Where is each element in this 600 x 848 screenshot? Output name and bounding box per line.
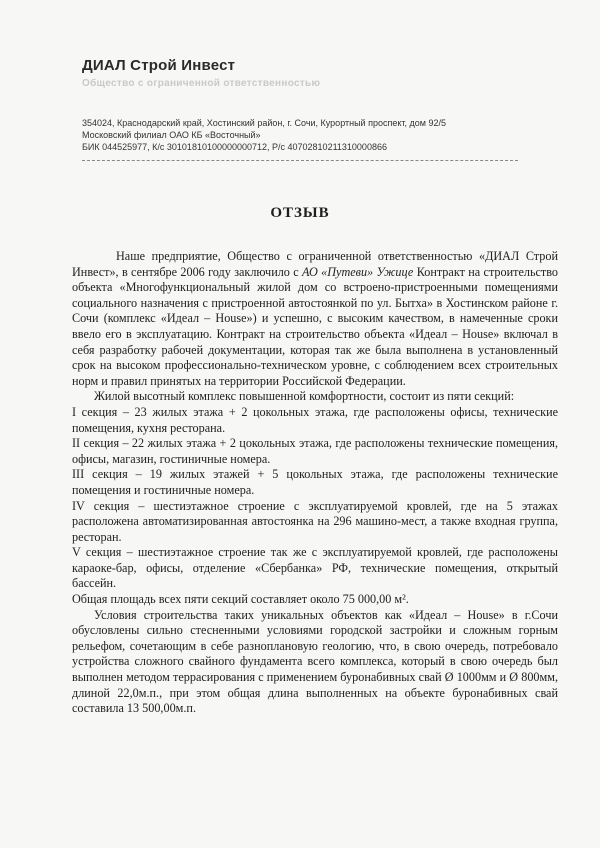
letterhead-divider	[82, 160, 518, 161]
section-item: IV секция – шестиэтажное строение с эксплуатируемой кровлей, где на 5 этажах расположена автоматизированная автостоянка на 296 машино-мест, а также входная группа, ресторан.	[72, 498, 558, 544]
company-address: 354024, Краснодарский край, Хостинский район, г. Сочи, Курортный проспект, дом 92/5	[82, 118, 446, 128]
company-bank: Московский филиал ОАО КБ «Восточный»	[82, 130, 261, 140]
paragraph-complex-intro: Жилой высотный комплекс повышенной комфортности, состоит из пяти секций:	[94, 389, 515, 404]
company-bank-details: БИК 044525977, К/с 30101810100000000712, Р/с 40702810211310000866	[82, 142, 387, 152]
company-legal-form: Общество с ограниченной ответственностью	[82, 78, 321, 89]
document-body	[72, 249, 558, 717]
paragraph-foundation: Условия строительства таких уникальных объектов как «Идеал – House» в г.Сочи обусловлены сильно стесненными условиями городской застройки и сложным горным рельефом, сочетающим в себе разноплановую геологию, что, в свою очередь, потребовало устройства сложного свайного фундамента всего комплекса, который в свою очередь был выполнен методом террасирования с применением буронабивных свай Ø 1000мм и Ø 800мм, длиной 22,0м.п., при этом общая длина выполненных на объекте буронабивных свай составила 13 500,00м.п.	[72, 607, 558, 716]
paragraph-contract	[72, 249, 558, 389]
paragraph-contract-start: Наше предприятие, Общество с ограниченной ответственностью «ДИАЛ Строй Инвест», в сентябре 2006 году заключило с	[72, 249, 558, 279]
paragraph-contract-rest: Контракт на строительство объекта «Многофункциональный жилой дом со встроено-пристроенными помещениями социального назначения с пристроенной автостоянкой по ул. Бытха» в Хостинском районе г. Сочи (комплекс «Идеал – House») и успешно, с высоким качеством, в намеченные сроки ввело его в эксплуатацию. Контракт на строительство объекта «Идеал – House» включал в себя разработку рабочей документации, которая так же была выполнена в установленный срок на высоком профессионально-техническом уровне, с соблюдением всех строительных норм и правил принятых на территории Российской Федерации.	[72, 264, 559, 388]
section-item: V секция – шестиэтажное строение так же с эксплуатируемой кровлей, где расположены караоке-бар, офисы, отделение «Сбербанка» РФ, технические помещения, открытый бассейн.	[72, 545, 558, 591]
company-name: ДИАЛ Строй Инвест	[82, 57, 236, 74]
contractor-name: АО «Путеви» Ужице	[302, 264, 414, 279]
paragraph-total-area: Общая площадь всех пяти секций составляет около 75 000,00 м².	[72, 592, 409, 607]
section-item: II секция – 22 жилых этажа + 2 цокольных этажа, где расположены технические помещения, офисы, магазин, гостиничные номера.	[72, 436, 558, 466]
section-item: III секция – 19 жилых этажей + 5 цокольных этажа, где расположены технические помещения и гостиничные номера.	[72, 467, 558, 497]
document-title: ОТЗЫВ	[270, 205, 330, 221]
section-item: I секция – 23 жилых этажа + 2 цокольных этажа, где расположены офисы, технические помещения, кухня ресторана.	[72, 404, 558, 435]
